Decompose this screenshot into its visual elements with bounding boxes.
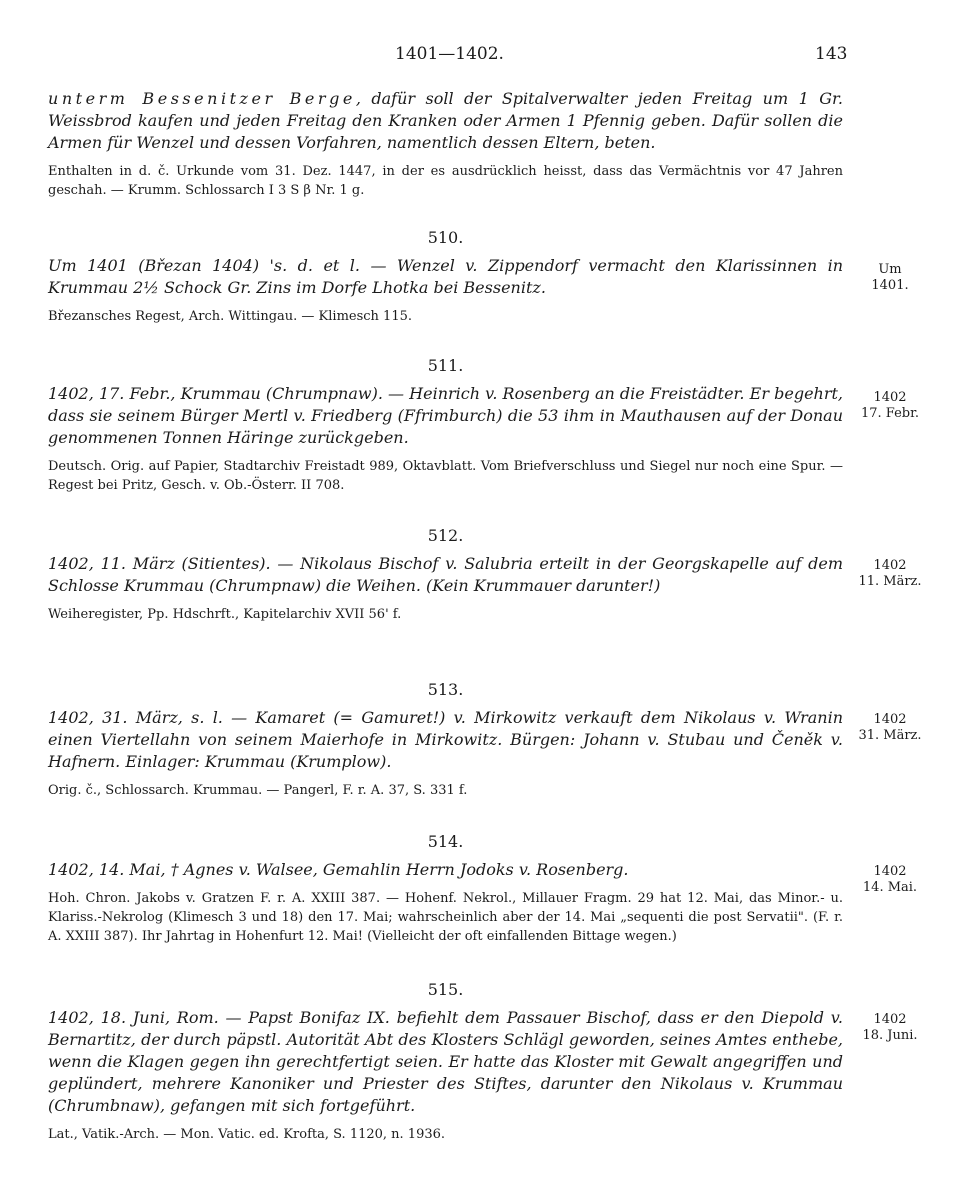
page-number: 143: [815, 44, 848, 64]
intro-place: unterm Bessenitzer Berge: [48, 89, 356, 108]
margin-line: 1402: [873, 558, 907, 573]
margin-date-513: [855, 712, 925, 744]
entry-511: [48, 356, 843, 495]
margin-date-512: [855, 558, 925, 590]
margin-line: 1402: [873, 1012, 907, 1027]
entry-text: 1402, 17. Febr., Krummau (Chrumpnaw). — Heinrich v. Rosenberg an die Freistädter. Er begehrt, dass sie seinem Bürger Mertl v. Friedberg (Ffrimburch) die 53 ihm in Mauthausen auf der Donau genommenen Tonnen Häringe zurückgeben.: [48, 384, 843, 447]
entry-number: 510.: [427, 228, 464, 247]
entry-513: [48, 680, 843, 800]
entry-text: 1402, 31. März, s. l. — Kamaret (= Gamuret!) v. Mirkowitz verkauft dem Nikolaus v. Wranin einen Viertellahn von seinem Maierhofe in Mirkowitz. Bürgen: Johann v. Stubau und Čeněk v. Hafnern. Einlager: Krummau (Krumplow).: [48, 708, 843, 771]
entry-514: [48, 832, 843, 946]
entry-number: 511.: [427, 356, 464, 375]
intro-rest: , dafür soll der Spitalverwalter jeden Freitag um 1 Gr. Weissbrod kaufen und jeden Freitag den Kranken oder Armen 1 Pfennig geben. Dafür sollen die Armen für Wenzel und dessen Vorfahren, namentlich dessen Eltern, beten.: [48, 89, 843, 152]
entry-note: Orig. č., Schlossarch. Krummau. — Pangerl, F. r. A. 37, S. 331 f.: [48, 783, 468, 798]
entry-515: [48, 980, 843, 1144]
entry-number: 513.: [427, 680, 464, 699]
margin-line: 31. März.: [858, 728, 922, 743]
entry-note: Weiheregister, Pp. Hdschrft., Kapitelarchiv XVII 56' f.: [48, 607, 402, 622]
margin-line: 1402: [873, 390, 907, 405]
entry-512: [48, 526, 843, 624]
intro-text: [48, 88, 843, 154]
entry-note: Březansches Regest, Arch. Wittingau. — Klimesch 115.: [48, 309, 412, 324]
entry-text: Um 1401 (Březan 1404) 's. d. et l. — Wenzel v. Zippendorf vermacht den Klarissinnen in Krummau 2½ Schock Gr. Zins im Dorfe Lhotka bei Bessenitz.: [48, 256, 843, 297]
entry-text: 1402, 14. Mai, † Agnes v. Walsee, Gemahlin Herrn Jodoks v. Rosenberg.: [48, 860, 629, 879]
entry-note: Deutsch. Orig. auf Papier, Stadtarchiv Freistadt 989, Oktavblatt. Vom Briefverschluss und Siegel nur noch eine Spur. — Regest bei Pritz, Gesch. v. Ob.-Österr. II 708.: [48, 459, 843, 493]
margin-line: 1402: [873, 864, 907, 879]
entry-note: Hoh. Chron. Jakobs v. Gratzen F. r. A. XXIII 387. — Hohenf. Nekrol., Millauer Fragm. 29 hat 12. Mai, das Minor.- u. Klariss.-Nekrolog (Klimesch 3 und 18) den 17. Mai; wahrscheinlich aber der 14. Mai „sequenti die post Servatii". (F. r. A. XXIII 387). Ihr Jahrtag in Hohenfurt 12. Mai! (Vielleicht der oft einfallenden Bittage wegen.): [48, 891, 843, 944]
margin-line: 14. Mai.: [862, 880, 918, 895]
entry-text: 1402, 11. März (Sitientes). — Nikolaus Bischof v. Salubria erteilt in der Georgskapelle auf dem Schlosse Krummau (Chrumpnaw) die Weihen. (Kein Krummauer darunter!): [48, 554, 843, 595]
margin-date-511: [855, 390, 925, 422]
entry-number: 514.: [427, 832, 464, 851]
entry-note: Lat., Vatik.-Arch. — Mon. Vatic. ed. Krofta, S. 1120, n. 1936.: [48, 1127, 446, 1142]
entry-number: 512.: [427, 526, 464, 545]
margin-date-514: [855, 864, 925, 896]
intro-block: [48, 88, 843, 200]
margin-date-510: [855, 262, 925, 294]
page-header-range: 1401—1402.: [395, 44, 504, 64]
entry-text: 1402, 18. Juni, Rom. — Papst Bonifaz IX. befiehlt dem Passauer Bischof, dass er den Diepold v. Bernartitz, der durch päpstl. Autorität Abt des Klosters Schlägl geworden, seines Amtes enthebe, wenn die Klagen gegen ihn gerechtfertigt seien. Er hatte das Kloster mit Gewalt angegriffen und geplündert, mehrere Kanoniker und Priester des Stiftes, darunter den Nikolaus v. Krummau (Chrumbnaw), gefangen mit sich fortgeführt.: [48, 1008, 843, 1115]
margin-line: 17. Febr.: [860, 406, 920, 421]
entry-number: 515.: [427, 980, 464, 999]
margin-line: 18. Juni.: [862, 1028, 918, 1043]
margin-line: 1401.: [871, 278, 909, 293]
margin-line: Um: [878, 262, 902, 277]
margin-line: 1402: [873, 712, 907, 727]
margin-date-515: [855, 1012, 925, 1044]
intro-note: Enthalten in d. č. Urkunde vom 31. Dez. 1447, in der es ausdrücklich heisst, dass das Vermächtnis vor 47 Jahren geschah. — Krumm. Schlossarch I 3 S β Nr. 1 g.: [48, 164, 843, 198]
entry-510: [48, 228, 843, 326]
margin-line: 11. März.: [858, 574, 922, 589]
